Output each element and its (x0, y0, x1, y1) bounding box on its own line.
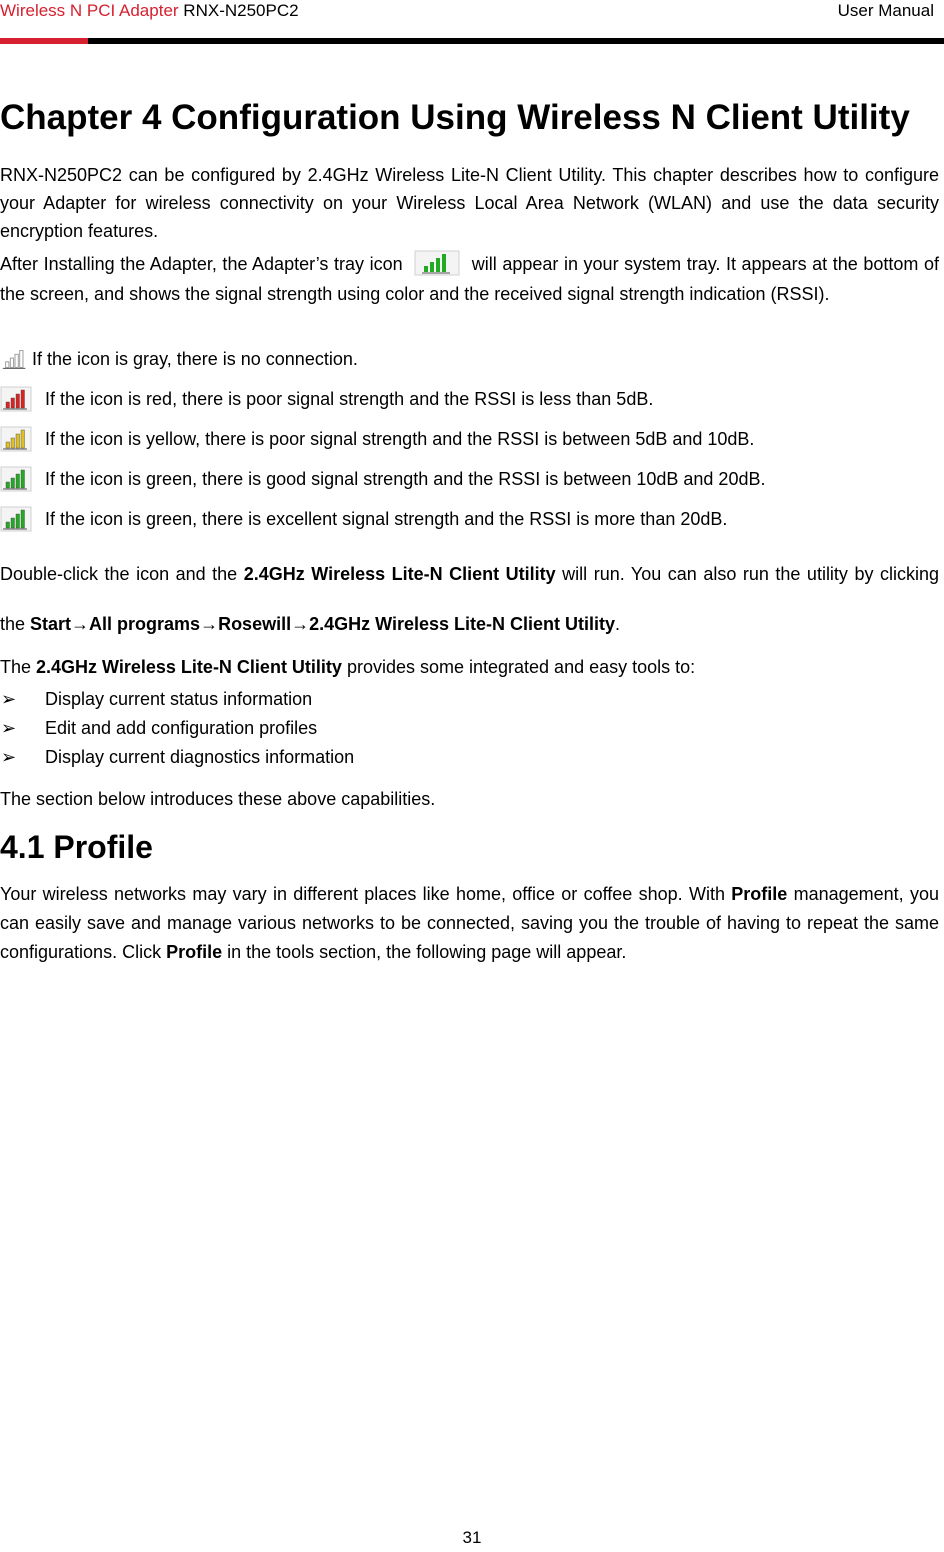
header-rule-accent (0, 38, 88, 44)
profile-bold-1: Profile (731, 884, 788, 905)
tools-paragraph (0, 649, 939, 685)
run-text-3: . (615, 614, 621, 635)
section-heading-profile: 4.1 Profile (0, 829, 153, 866)
list-item-text: Display current diagnostics information (45, 747, 355, 768)
icon-state-text: If the icon is gray, there is no connection. (32, 348, 358, 369)
icon-state-text: If the icon is green, there is good signal strength and the RSSI is between 10dB and 20dB. (45, 468, 766, 489)
tools-list (0, 685, 939, 772)
list-item (0, 714, 939, 743)
icon-state-text: If the icon is red, there is poor signal strength and the RSSI is less than 5dB. (45, 388, 654, 409)
header-rule (0, 38, 944, 44)
red-signal-icon (0, 386, 32, 412)
icon-state-row (0, 379, 939, 419)
list-item-text: Edit and add configuration profiles (45, 718, 318, 739)
page-number: 31 (462, 1528, 482, 1547)
icon-state-text: If the icon is green, there is excellent signal strength and the RSSI is more than 20dB. (45, 508, 728, 529)
profile-text-2: management, you can easily save and manage various networks to be connected, saving you the trouble of having to repeat the same configurations. Click (0, 884, 939, 963)
intro-paragraph: RNX-N250PC2 can be configured by 2.4GHz Wireless Lite-N Client Utility. This chapter describes how to configure your Adapter for wireless connectivity on your Wireless Local Area Network (WLAN) and use the data security encryption features. (0, 165, 939, 241)
tools-app-name: 2.4GHz Wireless Lite-N Client Utility (36, 657, 342, 678)
run-text-1: Double-click the icon and the (0, 564, 244, 585)
tray-paragraph (0, 250, 939, 309)
tools-text-1: The (0, 657, 37, 678)
tray-text-after: will appear in your system tray. It appears at the bottom of the screen, and shows the signal strength using color and the received signal strength indication (RSSI). (0, 254, 939, 305)
run-app-name: 2.4GHz Wireless Lite-N Client Utility (243, 564, 556, 585)
bullet-arrow-icon: ➢ (1, 747, 17, 768)
list-item-text: Display current status information (45, 689, 313, 710)
gray-signal-icon (0, 345, 30, 373)
profile-bold-2: Profile (166, 942, 223, 963)
chapter-title: Chapter 4 Configuration Using Wireless N Client Utility (0, 98, 910, 137)
profile-text-3: in the tools section, the following page will appear. (222, 942, 627, 963)
header-model: RNX-N250PC2 (183, 1, 299, 20)
tray-text-before: After Installing the Adapter, the Adapter’s tray icon (0, 254, 403, 274)
tray-signal-icon (414, 250, 460, 276)
bullet-arrow-icon: ➢ (1, 689, 17, 710)
header-product: Wireless N PCI Adapter (0, 1, 179, 20)
yellow-signal-icon (0, 426, 32, 452)
icon-state-row (0, 459, 939, 499)
icon-state-row (0, 419, 939, 459)
header-title (0, 1, 299, 21)
profile-text-1: Your wireless networks may vary in different places like home, office or coffee shop. With (0, 884, 732, 905)
bullet-arrow-icon: ➢ (1, 718, 17, 739)
page-content (0, 93, 939, 967)
profile-paragraph (0, 880, 939, 967)
list-item (0, 743, 939, 772)
list-item (0, 685, 939, 714)
tools-text-2: provides some integrated and easy tools to: (341, 657, 696, 678)
icon-state-row (0, 339, 939, 379)
green-signal-icon (0, 466, 32, 492)
icon-state-text: If the icon is yellow, there is poor signal strength and the RSSI is between 5dB and 10dB. (45, 428, 755, 449)
green-signal-icon (0, 506, 32, 532)
header-manual-label: User Manual (837, 1, 934, 20)
run-menu-path: Start→All programs→Rosewill→2.4GHz Wireless Lite-N Client Utility (30, 614, 615, 635)
run-paragraph (0, 549, 939, 649)
section-intro: The section below introduces these above capabilities. (0, 789, 436, 810)
icon-state-list (0, 339, 939, 539)
run-text-2: will run. You can also run the utility by clicking the (0, 564, 939, 635)
icon-state-row (0, 499, 939, 539)
